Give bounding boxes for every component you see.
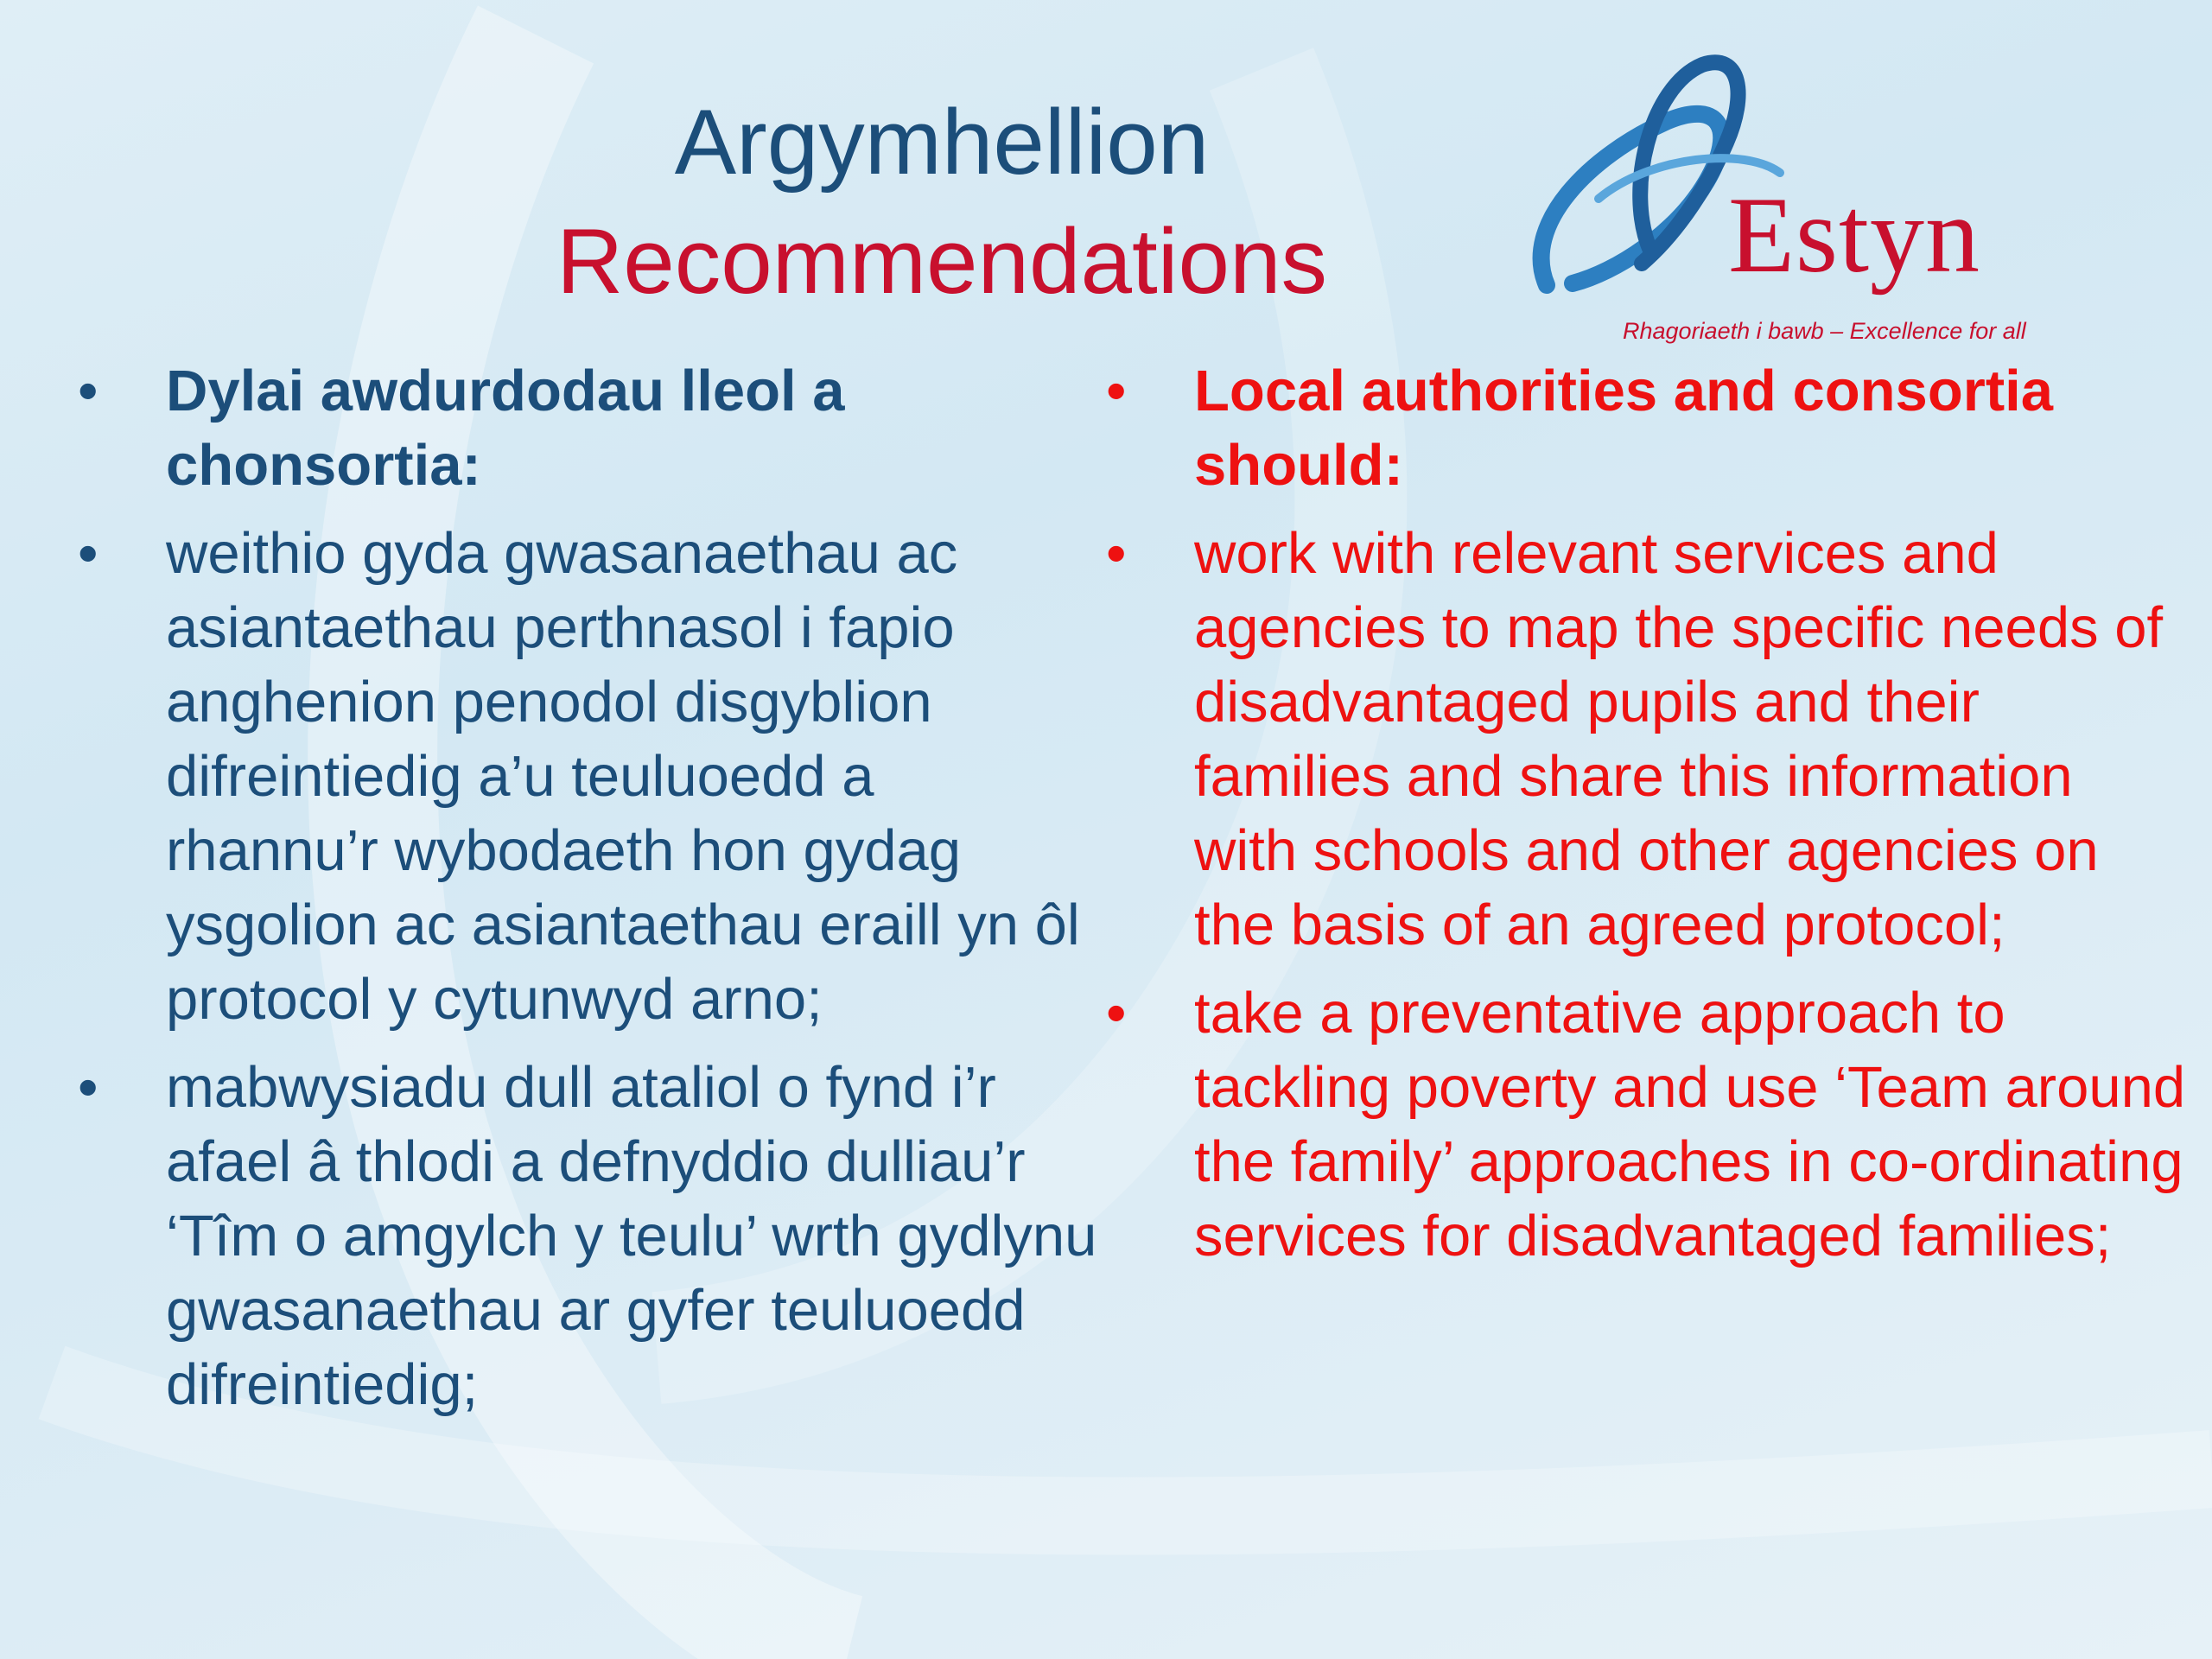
list-item xyxy=(78,354,1097,503)
list-item-text: Local authorities and consortia should: xyxy=(1194,359,2054,498)
bullet: • xyxy=(78,359,99,423)
list-item-text: weithio gyda gwasanaethau ac asiantaethau perthnasol i fapio anghenion penodol disgyblion difreintiedig a’u teuluoedd a rhannu’r wybodaeth hon gydag ysgolion ac asiantaethau eraill yn ôl protocol y cytunwyd arno; xyxy=(166,521,1080,1032)
bullet: • xyxy=(1106,981,1127,1046)
list-item xyxy=(1106,354,2186,503)
list-item xyxy=(1106,976,2186,1274)
logo-tagline: Rhagoriaeth i bawb – Excellence for all xyxy=(1623,318,2026,344)
list-item xyxy=(78,1051,1097,1422)
welsh-column xyxy=(78,354,1097,1436)
list-item xyxy=(78,517,1097,1037)
english-column xyxy=(1106,354,2186,1287)
logo-wordmark: Estyn xyxy=(1728,175,1981,296)
list-item xyxy=(1106,517,2186,963)
bullet: • xyxy=(78,1055,99,1120)
slide-title xyxy=(484,82,1400,321)
bullet: • xyxy=(78,521,99,586)
list-item-text: work with relevant services and agencies to map the specific needs of disadvantaged pupils and their families and share this information with schools and other agencies on the basis of an agreed protocol; xyxy=(1194,521,2164,957)
estyn-logo xyxy=(1521,52,2074,344)
title-english: Recommendations xyxy=(556,209,1328,313)
list-item-text: mabwysiadu dull ataliol o fynd i’r afael â thlodi a defnyddio dulliau’r ‘Tîm o amgylch y teulu’ wrth gydlynu gwasanaethau ar gyfer teuluoedd difreintiedig; xyxy=(166,1055,1097,1417)
title-welsh: Argymhellion xyxy=(674,90,1210,194)
bullet: • xyxy=(1106,359,1127,423)
bullet: • xyxy=(1106,521,1127,586)
list-item-text: Dylai awdurdodau lleol a chonsortia: xyxy=(166,359,845,498)
list-item-text: take a preventative approach to tackling poverty and use ‘Team around the family’ approaches in co-ordinating services for disadvantaged families; xyxy=(1194,981,2186,1268)
